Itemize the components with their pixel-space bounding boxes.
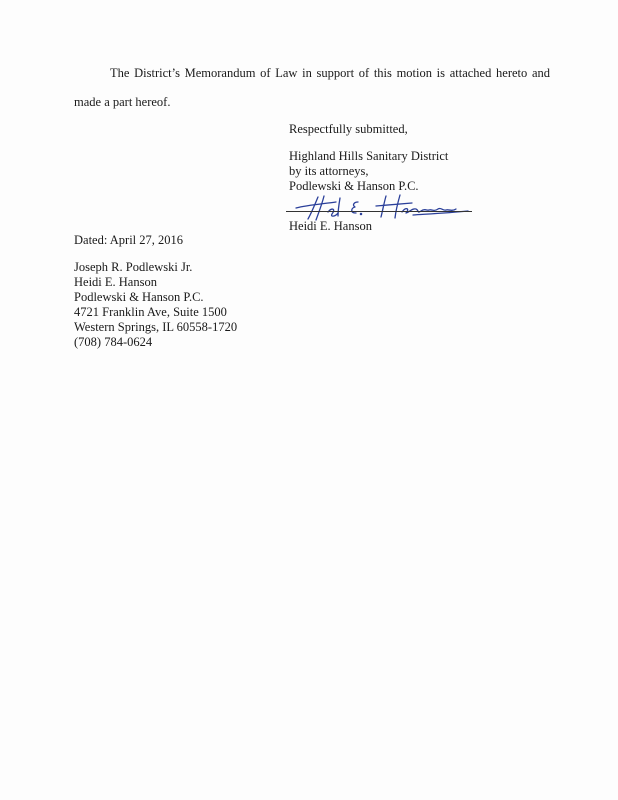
signer-block — [289, 219, 372, 234]
body-paragraph-line-2: made a part hereof. — [74, 95, 171, 109]
attorney-line: Heidi E. Hanson — [74, 275, 157, 289]
attorney-address-block — [74, 260, 237, 350]
city-state-zip-line: Western Springs, IL 60558-1720 — [74, 320, 238, 334]
date-block — [74, 233, 183, 248]
by-attorneys: by its attorneys, — [289, 164, 369, 178]
attorney-line: Joseph R. Podlewski Jr. — [74, 260, 193, 274]
phone-line: (708) 784-0624 — [74, 335, 153, 349]
body-paragraph-line-1: The District’s Memorandum of Law in support of this motion is attached hereto and — [110, 66, 550, 80]
date-line: Dated: April 27, 2016 — [74, 233, 184, 247]
street-address-line: 4721 Franklin Ave, Suite 1500 — [74, 305, 227, 319]
signer-name: Heidi E. Hanson — [289, 219, 372, 233]
client-firm-block — [289, 149, 448, 194]
handwritten-signature — [288, 190, 478, 222]
signature-line — [286, 211, 472, 212]
firm-name: Podlewski & Hanson P.C. — [289, 179, 419, 193]
closing-salutation-block — [289, 122, 408, 137]
client-name: Highland Hills Sanitary District — [289, 149, 449, 163]
firm-line: Podlewski & Hanson P.C. — [74, 290, 204, 304]
closing-salutation: Respectfully submitted, — [289, 122, 408, 136]
